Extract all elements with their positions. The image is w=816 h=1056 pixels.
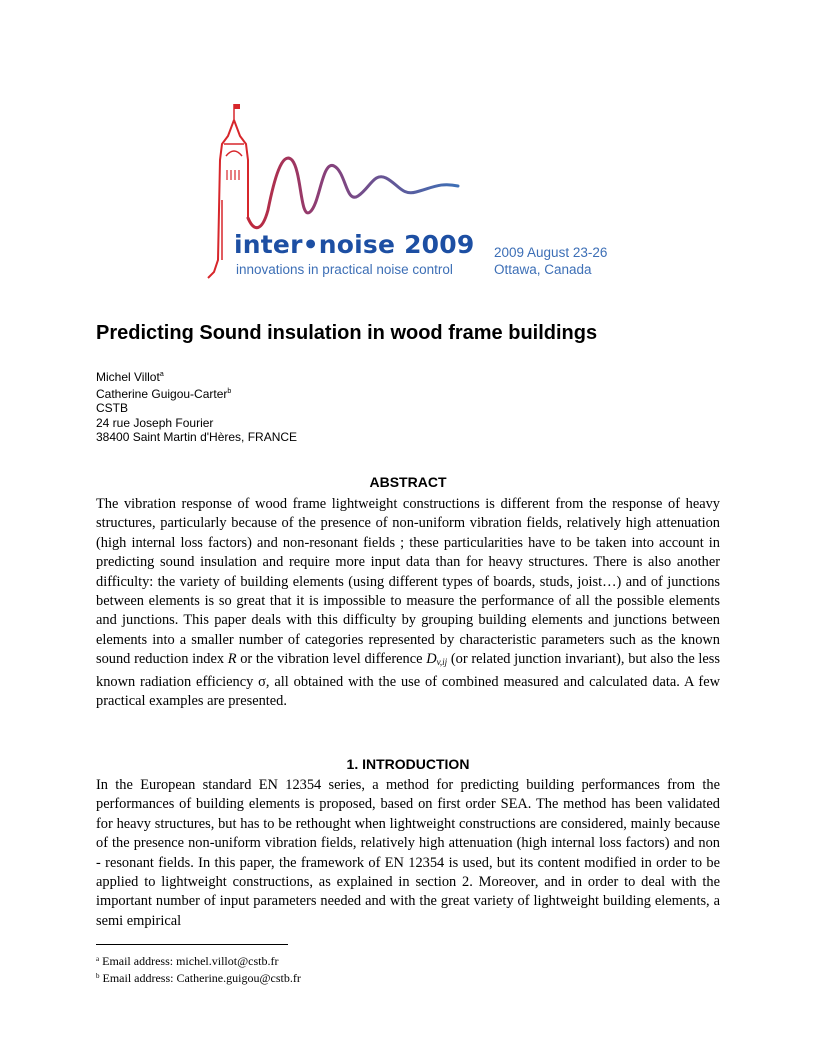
symbol-d-subscript: v,ij	[436, 657, 448, 668]
abstract-body	[96, 495, 720, 711]
introduction-heading: 1. INTRODUCTION	[346, 756, 470, 772]
footnote-mark: b	[96, 972, 100, 980]
conference-tagline: innovations in practical noise control	[236, 262, 453, 277]
author-name: Catherine Guigou-Carter	[96, 386, 228, 401]
organization: CSTB	[96, 401, 129, 415]
footnote-mark: a	[96, 955, 100, 963]
introduction-body	[96, 776, 720, 931]
footnotes	[96, 952, 301, 986]
street-address: 24 rue Joseph Fourier	[96, 415, 214, 430]
conference-place: Ottawa, Canada	[494, 262, 592, 277]
footnote-text: Email address: Catherine.guigou@cstb.fr	[99, 971, 301, 985]
footnote-divider	[96, 944, 288, 945]
author-block	[96, 368, 297, 445]
abstract-text: (or related junction invariant), but also the less known radiation efficiency σ, all obtained with the use of combined measured and calculated data. A few practical examples are presented.	[96, 651, 720, 710]
introduction-text: In the European standard EN 12354 series, a method for predicting building performances from the performances of building elements is proposed, based on first order SEA. The method has been validated for heavy structures, but has to be rethought when lightweight constructions are considered, mainly because of the presence non-uniform vibration fields, relatively high attenuation (high internal loss factors) and non - resonant fields. In this paper, the framework of EN 12354 is used, but its content modified in order to be applied to lightweight constructions, as explained in section 2. Moreover, and in order to deal with the important number of input parameters needed and with the great variety of lightweight building elements, a semi empirical	[96, 777, 720, 929]
paper-title: Predicting Sound insulation in wood frame buildings	[96, 322, 598, 344]
affiliation-mark: b	[227, 387, 232, 395]
symbol-d: D	[426, 651, 437, 668]
conference-logo	[196, 100, 626, 285]
footnote-text: Email address: michel.villot@cstb.fr	[99, 954, 279, 968]
footnote-b	[96, 969, 301, 986]
author-line-1	[96, 368, 297, 385]
abstract-text: The vibration response of wood frame lightweight constructions is different from the response of heavy structures, particularly because of the presence of non-uniform vibration fields, relatively high attenuation (high internal loss factors) and non-resonant fields ; these particularities have to be taken into account in predicting sound insulation and require more input data than for heavy structures. There is also another difficulty: the variety of building elements (using different types of boards, studs, joist…) and of junctions between elements is so great that it is impossible to measure the performance of all the possible elements and junctions. This paper deals with this difficulty by grouping building elements and junctions between elements into a smaller number of categories represented by characteristic parameters such as the known sound reduction index	[96, 496, 720, 668]
abstract-text: or the vibration level difference	[236, 651, 427, 668]
conference-date: 2009 August 23-26	[494, 245, 608, 260]
author-line-2	[96, 385, 297, 402]
affiliation-mark: a	[159, 371, 164, 378]
author-name: Michel Villot	[96, 370, 160, 384]
conference-name: inter•noise 2009	[234, 230, 475, 259]
symbol-r: R	[227, 651, 237, 668]
abstract-heading: ABSTRACT	[369, 474, 447, 490]
footnote-a	[96, 952, 301, 969]
city-address: 38400 Saint Martin d'Hères, FRANCE	[96, 430, 298, 444]
